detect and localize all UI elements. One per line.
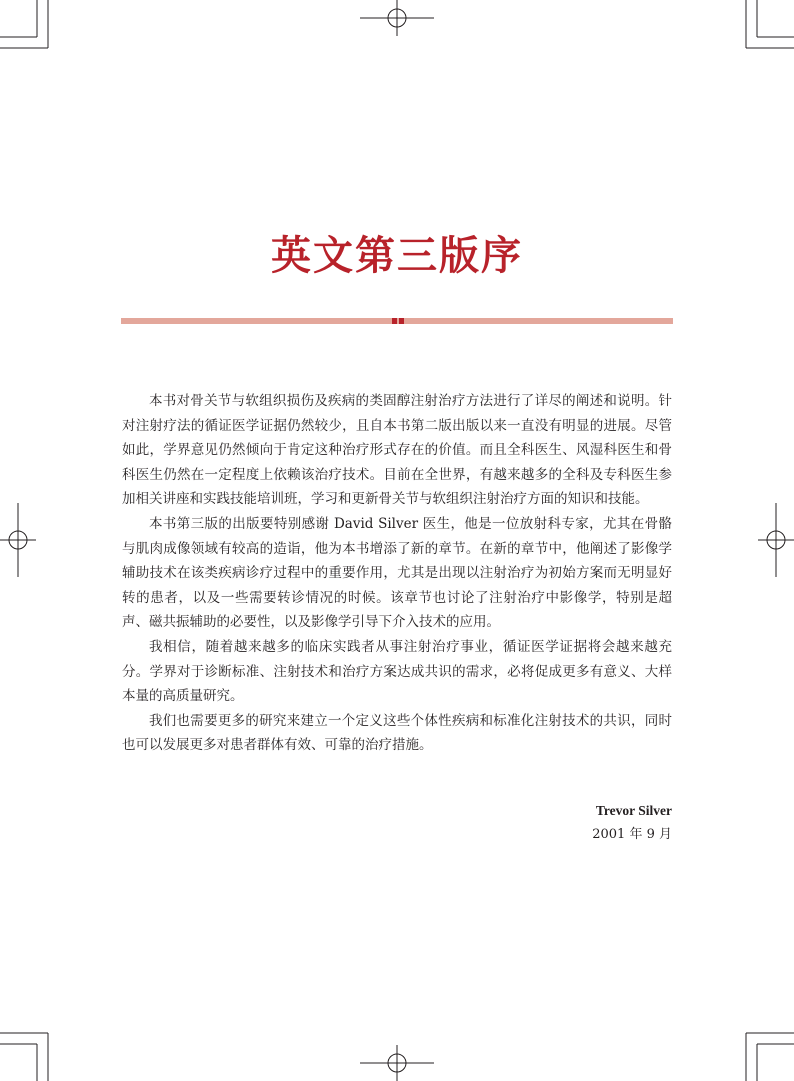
signature-block: [592, 799, 672, 847]
page-title: 英文第三版序: [271, 232, 523, 279]
author-name: Trevor Silver: [595, 803, 672, 818]
divider-accent-left: [392, 318, 397, 324]
preface-body: [122, 389, 672, 758]
title-divider: [121, 318, 673, 324]
paragraph-4: 我们也需要更多的研究来建立一个定义这些个体性疾病和标准化注射技术的共识，同时也可以发展更多对患者群体有效、可靠的治疗措施。: [122, 712, 672, 754]
divider-accent-right: [399, 318, 404, 324]
paragraph-3: 我相信，随着越来越多的临床实践者从事注射治疗事业，循证医学证据将会越来越充分。学界对于诊断标准、注射技术和治疗方案达成共识的需求，必将促成更多有意义、大样本量的高质量研究。: [122, 638, 672, 705]
paragraph-2: 本书第三版的出版要特别感谢 David Silver 医生，他是一位放射科专家，尤其在骨骼与肌肉成像领域有较高的造诣，他为本书增添了新的章节。在新的章节中，他阐述了影像学辅助技术在该类疾病诊疗过程中的重要作用，尤其是出现以注射治疗为初始方案而无明显好转的患者，以及一些需要转诊情况的时候。该章节也讨论了注射治疗中影像学，特别是超声、磁共振辅助的必要性，以及影像学引导下介入技术的应用。: [122, 515, 672, 631]
signature-date: 2001 年 9 月: [592, 827, 672, 842]
paragraph-1: 本书对骨关节与软组织损伤及疾病的类固醇注射治疗方法进行了详尽的阐述和说明。针对注射疗法的循证医学证据仍然较少，且自本书第二版出版以来一直没有明显的进展。尽管如此，学界意见仍然倾向于肯定这种治疗形式存在的价值。而且全科医生、风湿科医生和骨科医生仍然在一定程度上依赖该治疗技术。目前在全世界，有越来越多的全科及专科医生参加相关讲座和实践技能培训班，学习和更新骨关节与软组织注射治疗方面的知识和技能。: [122, 393, 672, 508]
